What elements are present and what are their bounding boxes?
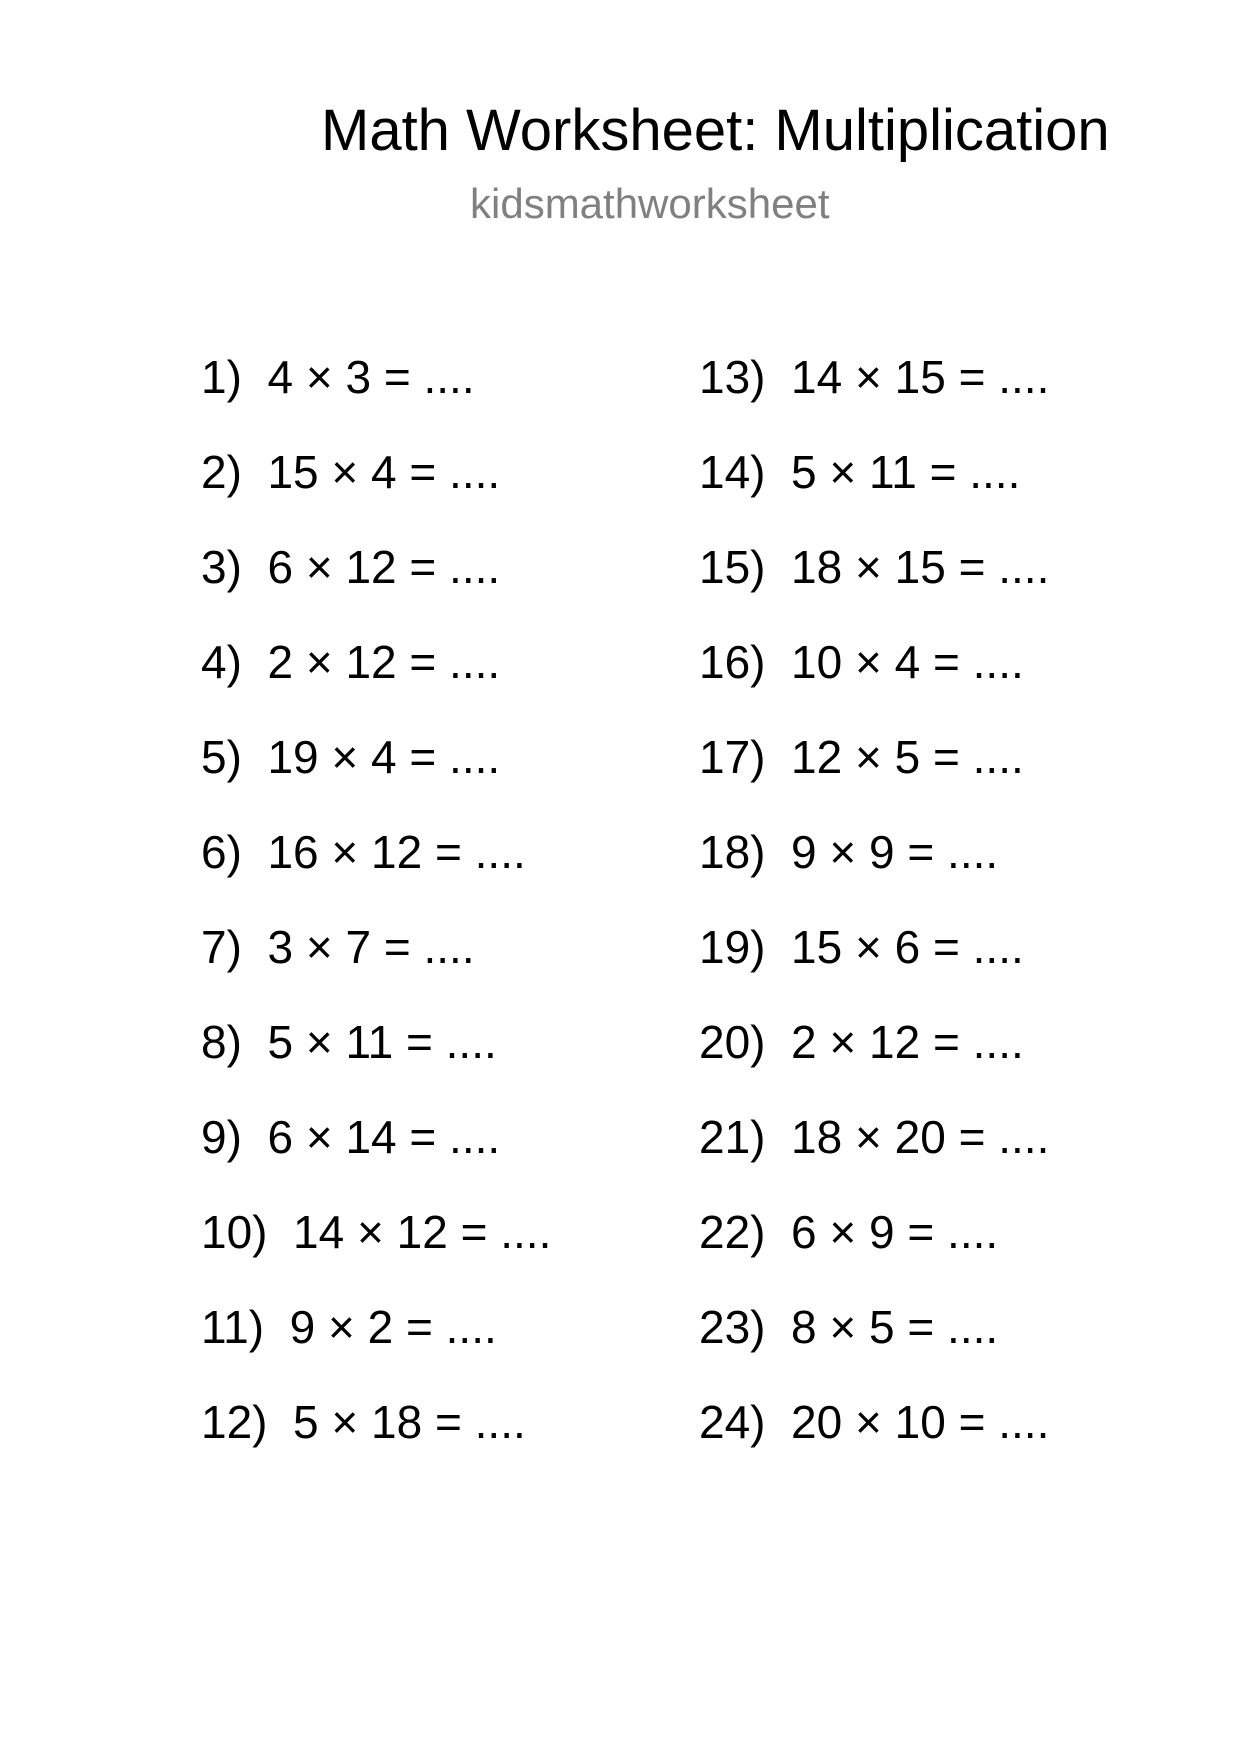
problem-item: 4) 2 × 12 = ....	[201, 636, 501, 688]
problem-item: 17) 12 × 5 = ....	[699, 731, 1024, 783]
problems-column-left	[201, 350, 551, 1490]
problem-item: 11) 9 × 2 = ....	[201, 1301, 497, 1353]
page-subtitle: kidsmathworksheet	[470, 180, 830, 227]
problem-item: 2) 15 × 4 = ....	[201, 446, 501, 498]
problem-item: 7) 3 × 7 = ....	[201, 921, 475, 973]
problem-item: 22) 6 × 9 = ....	[699, 1206, 999, 1258]
problem-item: 10) 14 × 12 = ....	[201, 1206, 552, 1258]
problem-item: 3) 6 × 12 = ....	[201, 541, 501, 593]
problem-item: 16) 10 × 4 = ....	[699, 636, 1024, 688]
problem-item: 20) 2 × 12 = ....	[699, 1016, 1024, 1068]
problem-item: 19) 15 × 6 = ....	[699, 921, 1024, 973]
problem-item: 15) 18 × 15 = ....	[699, 541, 1050, 593]
problem-item: 6) 16 × 12 = ....	[201, 826, 526, 878]
problem-item: 23) 8 × 5 = ....	[699, 1301, 999, 1353]
problem-item: 21) 18 × 20 = ....	[699, 1111, 1050, 1163]
problems-column-right	[699, 350, 1049, 1490]
page-title: Math Worksheet: Multiplication	[321, 98, 1110, 163]
problem-item: 18) 9 × 9 = ....	[699, 826, 999, 878]
problem-item: 9) 6 × 14 = ....	[201, 1111, 501, 1163]
problem-item: 1) 4 × 3 = ....	[201, 351, 475, 403]
problem-item: 8) 5 × 11 = ....	[201, 1016, 497, 1068]
problem-item: 13) 14 × 15 = ....	[699, 351, 1050, 403]
problem-item: 14) 5 × 11 = ....	[699, 446, 1021, 498]
problem-item: 5) 19 × 4 = ....	[201, 731, 501, 783]
problem-item: 12) 5 × 18 = ....	[201, 1396, 526, 1448]
problem-item: 24) 20 × 10 = ....	[699, 1396, 1050, 1448]
